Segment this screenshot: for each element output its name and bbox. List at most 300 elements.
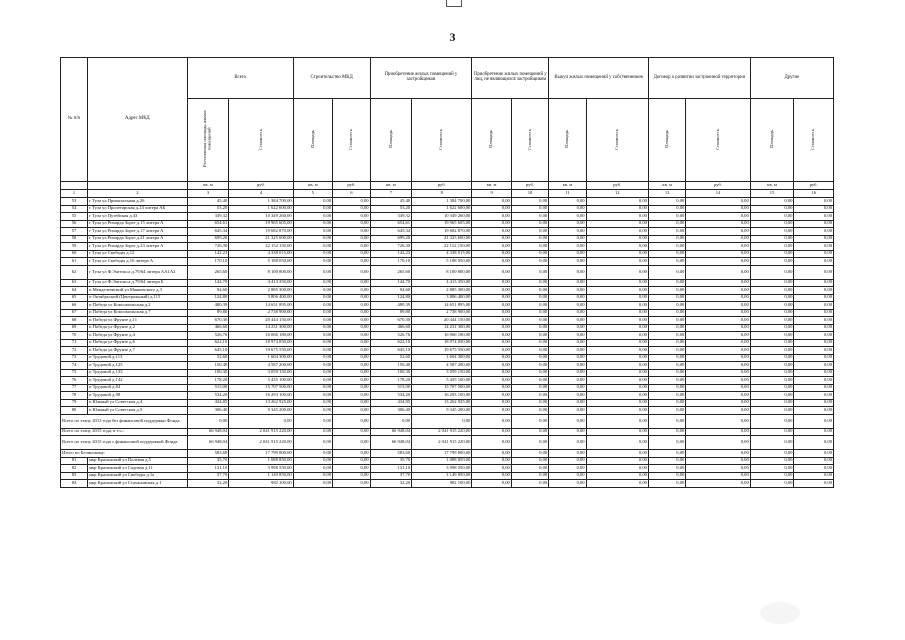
cell-zero-value: 0,00 <box>794 377 834 385</box>
cell-construction-cost: 0,00 <box>333 265 370 279</box>
units-empty-cell <box>61 182 88 190</box>
cell-zero-value: 0,00 <box>648 407 685 415</box>
cell-developer-area: 124,80 <box>370 294 412 302</box>
cell-zero-value: 0,00 <box>586 332 648 340</box>
cell-zero-value: 0,00 <box>648 243 685 251</box>
cell-construction-cost: 0,00 <box>333 472 370 480</box>
cell-zero-value: 0,00 <box>750 399 794 407</box>
cell-total-area: 53,20 <box>187 205 229 213</box>
row-address: п Октябрьский (Центральный) д.115 <box>88 294 188 302</box>
cell-zero-value: 0,00 <box>586 250 648 258</box>
cell-construction-cost: 0,00 <box>333 347 370 355</box>
cell-zero-value: 0,00 <box>472 205 511 213</box>
cell-total-area: 645,34 <box>187 228 229 236</box>
cell-construction-area: 0,00 <box>293 465 332 473</box>
cell-developer-area: 144,70 <box>370 279 412 287</box>
cell-construction-cost: 0,00 <box>333 332 370 340</box>
cell-zero-value: 0,00 <box>586 392 648 400</box>
cell-zero-value: 0,00 <box>750 457 794 465</box>
subheader-label: Стоимость <box>810 128 816 150</box>
cell-zero-value: 0,00 <box>586 465 648 473</box>
cell-construction-cost: 0,00 <box>333 294 370 302</box>
cell-construction-area: 0,00 <box>293 339 332 347</box>
subheader-cell <box>293 99 332 182</box>
table-row <box>61 480 834 488</box>
cell-developer-cost: 1 088 850,00 <box>412 457 472 465</box>
cell-zero-value: 0,00 <box>549 279 586 287</box>
cell-zero-value: 0,00 <box>472 362 511 370</box>
cell-total-area: 515,00 <box>187 384 229 392</box>
header-row-column-numbers <box>61 190 834 198</box>
row-address: г Тула ул Путейская д.43 <box>88 213 188 221</box>
cell-construction-area: 0,00 <box>293 243 332 251</box>
subheader-label: Стоимость <box>714 128 720 150</box>
cell-zero-value: 0,00 <box>549 465 586 473</box>
cell-zero-value: 0,00 <box>586 243 648 251</box>
cell-zero-value: 0,00 <box>511 399 548 407</box>
cell-construction-area: 0,00 <box>293 362 332 370</box>
cell-zero-value: 0,00 <box>750 294 794 302</box>
cell-zero-value: 0,00 <box>586 324 648 332</box>
cell-zero-value: 0,00 <box>686 457 750 465</box>
cell-zero-value: 0,00 <box>686 347 750 355</box>
cell-zero-value: 0,00 <box>648 369 685 377</box>
row-number: 71 <box>61 339 88 347</box>
cell-construction-area: 0,00 <box>293 324 332 332</box>
cell-zero-value: 0,00 <box>750 450 794 458</box>
cell-total-area: 0,00 <box>187 414 229 428</box>
table-summary-row <box>61 450 834 458</box>
cell-zero-value: 0,00 <box>686 324 750 332</box>
unit-cell: руб. <box>229 182 293 190</box>
cell-zero-value: 0,00 <box>511 414 548 428</box>
subheader-label: Стоимость <box>257 128 263 150</box>
header-group-buyout: Выкуп жилых помещений у собственников <box>549 58 649 99</box>
row-address: п Трудовой д.84 <box>88 384 188 392</box>
cell-zero-value: 0,00 <box>472 384 511 392</box>
row-number: 78 <box>61 392 88 400</box>
cell-construction-area: 0,00 <box>293 332 332 340</box>
cell-developer-cost: 17 799 800,00 <box>412 450 472 458</box>
cell-zero-value: 0,00 <box>549 428 586 436</box>
cell-zero-value: 0,00 <box>511 339 548 347</box>
cell-total-cost: 16 293 100,00 <box>229 392 293 400</box>
row-address: г Тула ул Рихарда Зорге д.15 литера А <box>88 220 188 228</box>
column-number-cell: 16 <box>794 190 834 198</box>
cell-total-area: 66 948,04 <box>187 436 229 450</box>
row-address: мкр Красинский ул Садовая д.11 <box>88 465 188 473</box>
cell-zero-value: 0,00 <box>472 457 511 465</box>
row-address: п Победа ул Фрунзе д.6 <box>88 339 188 347</box>
column-number-cell: 3 <box>187 190 229 198</box>
row-summary-label: Итого по Белинскому: <box>61 450 188 458</box>
cell-zero-value: 0,00 <box>511 465 548 473</box>
cell-zero-value: 0,00 <box>586 472 648 480</box>
cell-zero-value: 0,00 <box>511 279 548 287</box>
row-summary-label: Всего по этапу 2013 года без финансовой поддержки Фонда <box>61 414 188 428</box>
cell-developer-cost: 16 293 100,00 <box>412 392 472 400</box>
row-address: г Тула ул Ф.Энгельса д.79/64 литера АА1А2 <box>88 265 188 279</box>
subheader-cell <box>229 99 293 182</box>
cell-construction-cost: 0,00 <box>333 309 370 317</box>
cell-zero-value: 0,00 <box>794 324 834 332</box>
cell-zero-value: 0,00 <box>794 243 834 251</box>
cell-total-cost: 3 998 550,00 <box>229 465 293 473</box>
cell-construction-cost: 0,00 <box>333 436 370 450</box>
cell-construction-cost: 0,00 <box>333 457 370 465</box>
cell-zero-value: 0,00 <box>549 384 586 392</box>
cell-total-cost: 19 682 870,00 <box>229 228 293 236</box>
row-address: мкр Красинский ул Свободы д.1а <box>88 472 188 480</box>
cell-zero-value: 0,00 <box>586 347 648 355</box>
unit-cell: кв. м <box>648 182 685 190</box>
cell-zero-value: 0,00 <box>648 450 685 458</box>
header-group-purchase-developers: Приобретение жилых помещений у застройщиков <box>370 58 472 99</box>
cell-zero-value: 0,00 <box>511 347 548 355</box>
cell-construction-area: 0,00 <box>293 399 332 407</box>
cell-construction-area: 0,00 <box>293 198 332 206</box>
cell-zero-value: 0,00 <box>586 407 648 415</box>
subheader-cell <box>412 99 472 182</box>
cell-zero-value: 0,00 <box>549 250 586 258</box>
column-number-cell: 13 <box>648 190 685 198</box>
cell-construction-cost: 0,00 <box>333 317 370 325</box>
column-number-cell: 15 <box>750 190 794 198</box>
cell-developer-area: 480,39 <box>370 302 412 310</box>
header-row-units <box>61 182 834 190</box>
cell-zero-value: 0,00 <box>472 250 511 258</box>
row-number: 68 <box>61 317 88 325</box>
table-row <box>61 465 834 473</box>
cell-zero-value: 0,00 <box>472 436 511 450</box>
cell-construction-area: 0,00 <box>293 279 332 287</box>
cell-developer-area: 726,30 <box>370 243 412 251</box>
cell-zero-value: 0,00 <box>511 265 548 279</box>
table-summary-row <box>61 414 834 428</box>
cell-total-area: 89,80 <box>187 309 229 317</box>
subheader-cell <box>370 99 412 182</box>
cell-zero-value: 0,00 <box>586 309 648 317</box>
cell-zero-value: 0,00 <box>750 472 794 480</box>
cell-developer-cost: 8 100 800,00 <box>412 265 472 279</box>
cell-developer-area: 178,20 <box>370 377 412 385</box>
cell-zero-value: 0,00 <box>472 465 511 473</box>
cell-total-area: 526,76 <box>187 332 229 340</box>
page-number: 3 <box>449 30 456 44</box>
cell-zero-value: 0,00 <box>549 407 586 415</box>
subheader-label: Стоимость <box>613 128 619 150</box>
cell-zero-value: 0,00 <box>794 339 834 347</box>
subheader-cell <box>333 99 370 182</box>
subheader-cell <box>794 99 834 182</box>
column-number-cell: 11 <box>549 190 586 198</box>
cell-total-area: 170,10 <box>187 258 229 266</box>
cell-total-area: 726,30 <box>187 243 229 251</box>
cell-zero-value: 0,00 <box>794 407 834 415</box>
cell-total-cost: 982 100,00 <box>229 480 293 488</box>
row-number: 82 <box>61 465 88 473</box>
cell-developer-area: 89,80 <box>370 309 412 317</box>
row-address: мкр Красинский ул Стахановская д.1 <box>88 480 188 488</box>
cell-zero-value: 0,00 <box>586 287 648 295</box>
cell-zero-value: 0,00 <box>586 457 648 465</box>
table-body <box>61 58 834 488</box>
cell-construction-cost: 0,00 <box>333 287 370 295</box>
table-row <box>61 265 834 279</box>
cell-zero-value: 0,00 <box>511 362 548 370</box>
cell-zero-value: 0,00 <box>686 339 750 347</box>
cell-total-area: 670,30 <box>187 317 229 325</box>
row-address: п Победа ул Фрунзе д.4 <box>88 332 188 340</box>
cell-zero-value: 0,00 <box>472 339 511 347</box>
cell-zero-value: 0,00 <box>794 332 834 340</box>
cell-construction-area: 0,00 <box>293 377 332 385</box>
cell-zero-value: 0,00 <box>472 392 511 400</box>
cell-developer-area: 52,60 <box>370 354 412 362</box>
cell-construction-cost: 0,00 <box>333 369 370 377</box>
row-address: п Менделеевский ул Маяковского д.3 <box>88 287 188 295</box>
cell-zero-value: 0,00 <box>750 347 794 355</box>
cell-zero-value: 0,00 <box>549 213 586 221</box>
cell-zero-value: 0,00 <box>472 399 511 407</box>
cell-zero-value: 0,00 <box>648 309 685 317</box>
row-address: п Победа ул Комсомольская д.7 <box>88 309 188 317</box>
cell-developer-cost: 3 998 550,00 <box>412 465 472 473</box>
cell-zero-value: 0,00 <box>472 213 511 221</box>
row-summary-label: Всего по этапу 2015 года, в т.ч.: <box>61 428 188 436</box>
column-number-cell: 2 <box>88 190 188 198</box>
cell-developer-area: 699,20 <box>370 235 412 243</box>
cell-developer-cost: 4 413 350,00 <box>412 279 472 287</box>
unit-cell: руб. <box>586 182 648 190</box>
cell-developer-area: 131,10 <box>370 465 412 473</box>
cell-zero-value: 0,00 <box>586 294 648 302</box>
cell-construction-cost: 0,00 <box>333 450 370 458</box>
row-number: 63 <box>61 279 88 287</box>
cell-zero-value: 0,00 <box>794 362 834 370</box>
subheader-label: Площадь <box>488 130 494 149</box>
cell-zero-value: 0,00 <box>549 235 586 243</box>
cell-construction-cost: 0,00 <box>333 392 370 400</box>
cell-construction-area: 0,00 <box>293 428 332 436</box>
cell-developer-area: 434,85 <box>370 399 412 407</box>
cell-zero-value: 0,00 <box>686 436 750 450</box>
cell-total-cost: 22 152 150,00 <box>229 243 293 251</box>
cell-total-cost: 1 384 700,00 <box>229 198 293 206</box>
cell-total-area: 131,10 <box>187 465 229 473</box>
cell-total-cost: 2 885 300,00 <box>229 287 293 295</box>
cell-zero-value: 0,00 <box>472 198 511 206</box>
column-number-cell: 7 <box>370 190 412 198</box>
cell-zero-value: 0,00 <box>549 332 586 340</box>
row-number: 73 <box>61 354 88 362</box>
cell-total-cost: 1 604 300,00 <box>229 354 293 362</box>
cell-zero-value: 0,00 <box>549 294 586 302</box>
subheader-cell <box>549 99 586 182</box>
cell-developer-cost: 1 622 600,00 <box>412 205 472 213</box>
cell-zero-value: 0,00 <box>549 472 586 480</box>
cell-zero-value: 0,00 <box>511 302 548 310</box>
header-address: Адрес МКД <box>88 58 188 182</box>
cell-developer-cost: 20 444 150,00 <box>412 317 472 325</box>
cell-total-cost: 3 806 400,00 <box>229 294 293 302</box>
cell-zero-value: 0,00 <box>750 332 794 340</box>
cell-zero-value: 0,00 <box>686 235 750 243</box>
table-row <box>61 339 834 347</box>
cell-zero-value: 0,00 <box>794 205 834 213</box>
cell-zero-value: 0,00 <box>794 392 834 400</box>
cell-zero-value: 0,00 <box>549 347 586 355</box>
cell-total-area: 124,80 <box>187 294 229 302</box>
row-address: п Победа ул Комсомольская д.2 <box>88 302 188 310</box>
table-row <box>61 472 834 480</box>
cell-zero-value: 0,00 <box>794 457 834 465</box>
cell-developer-cost: 3 059 150,00 <box>412 369 472 377</box>
table-row <box>61 198 834 206</box>
cell-zero-value: 0,00 <box>586 265 648 279</box>
cell-zero-value: 0,00 <box>794 399 834 407</box>
cell-construction-area: 0,00 <box>293 384 332 392</box>
cell-zero-value: 0,00 <box>549 302 586 310</box>
cell-zero-value: 0,00 <box>511 287 548 295</box>
cell-zero-value: 0,00 <box>794 472 834 480</box>
cell-total-cost: 15 707 500,00 <box>229 384 293 392</box>
cell-developer-cost: 15 707 500,00 <box>412 384 472 392</box>
cell-zero-value: 0,00 <box>511 436 548 450</box>
cell-zero-value: 0,00 <box>686 369 750 377</box>
cell-zero-value: 0,00 <box>794 480 834 488</box>
cell-zero-value: 0,00 <box>586 480 648 488</box>
cell-total-area: 94,60 <box>187 287 229 295</box>
cell-construction-area: 0,00 <box>293 347 332 355</box>
cell-zero-value: 0,00 <box>549 317 586 325</box>
cell-zero-value: 0,00 <box>686 205 750 213</box>
cell-total-cost: 14 231 300,00 <box>229 324 293 332</box>
cell-zero-value: 0,00 <box>511 258 548 266</box>
row-number: 83 <box>61 472 88 480</box>
cell-zero-value: 0,00 <box>511 324 548 332</box>
cell-zero-value: 0,00 <box>472 294 511 302</box>
cell-zero-value: 0,00 <box>750 243 794 251</box>
cell-zero-value: 0,00 <box>511 309 548 317</box>
cell-developer-cost: 982 100,00 <box>412 480 472 488</box>
cell-total-cost: 17 799 800,00 <box>229 450 293 458</box>
cell-developer-cost: 4 338 015,00 <box>412 250 472 258</box>
cell-zero-value: 0,00 <box>648 213 685 221</box>
cell-zero-value: 0,00 <box>511 294 548 302</box>
cell-total-cost: 2 041 915 220,00 <box>229 428 293 436</box>
cell-zero-value: 0,00 <box>686 472 750 480</box>
cell-developer-cost: 2 041 915 220,00 <box>412 436 472 450</box>
cell-developer-area: 466,60 <box>370 324 412 332</box>
cell-zero-value: 0,00 <box>549 258 586 266</box>
cell-zero-value: 0,00 <box>686 220 750 228</box>
cell-developer-area: 534,20 <box>370 392 412 400</box>
row-address: г Тула ул Рихарда Зорге д.17 литера А <box>88 228 188 236</box>
cell-zero-value: 0,00 <box>750 302 794 310</box>
row-number: 84 <box>61 480 88 488</box>
table-row <box>61 399 834 407</box>
cell-developer-area: 100,30 <box>370 369 412 377</box>
cell-construction-cost: 0,00 <box>333 480 370 488</box>
subheader-label: Площадь <box>564 130 570 149</box>
subheader-label: Расселяемая площадь жилых помещений <box>202 110 212 168</box>
cell-zero-value: 0,00 <box>750 250 794 258</box>
cell-developer-area: 94,60 <box>370 287 412 295</box>
cell-construction-cost: 0,00 <box>333 279 370 287</box>
cell-total-cost: 4 587 200,00 <box>229 362 293 370</box>
cell-zero-value: 0,00 <box>794 309 834 317</box>
cell-construction-area: 0,00 <box>293 354 332 362</box>
subheader-label: Площадь <box>663 130 669 149</box>
cell-zero-value: 0,00 <box>586 339 648 347</box>
cell-zero-value: 0,00 <box>586 198 648 206</box>
cell-zero-value: 0,00 <box>750 205 794 213</box>
cell-zero-value: 0,00 <box>686 362 750 370</box>
cell-zero-value: 0,00 <box>750 198 794 206</box>
cell-zero-value: 0,00 <box>549 324 586 332</box>
table-row <box>61 384 834 392</box>
cell-total-cost: 0,00 <box>229 414 293 428</box>
cell-developer-cost: 19 965 605,00 <box>412 220 472 228</box>
cell-zero-value: 0,00 <box>794 287 834 295</box>
cell-zero-value: 0,00 <box>686 302 750 310</box>
cell-zero-value: 0,00 <box>472 472 511 480</box>
cell-zero-value: 0,00 <box>794 369 834 377</box>
cell-zero-value: 0,00 <box>750 339 794 347</box>
subheader-label: Площадь <box>309 130 315 149</box>
unit-cell: кв. м <box>293 182 332 190</box>
cell-construction-cost: 0,00 <box>333 220 370 228</box>
table-row <box>61 243 834 251</box>
cell-zero-value: 0,00 <box>686 428 750 436</box>
cell-zero-value: 0,00 <box>549 362 586 370</box>
cell-developer-area: 142,23 <box>370 250 412 258</box>
cell-total-cost: 4 413 350,00 <box>229 279 293 287</box>
subheader-cell <box>750 99 794 182</box>
cell-zero-value: 0,00 <box>472 480 511 488</box>
cell-zero-value: 0,00 <box>586 317 648 325</box>
cell-zero-value: 0,00 <box>472 428 511 436</box>
table-row <box>61 324 834 332</box>
cell-developer-area: 66 948,04 <box>370 428 412 436</box>
table-row <box>61 347 834 355</box>
cell-construction-area: 0,00 <box>293 457 332 465</box>
table-row <box>61 362 834 370</box>
cell-zero-value: 0,00 <box>472 414 511 428</box>
cell-total-area: 480,39 <box>187 302 229 310</box>
cell-total-area: 37,70 <box>187 472 229 480</box>
subheader-cell <box>686 99 750 182</box>
cell-zero-value: 0,00 <box>750 258 794 266</box>
cell-developer-area: 645,34 <box>370 228 412 236</box>
row-number: 53 <box>61 198 88 206</box>
cell-developer-area: 670,30 <box>370 317 412 325</box>
cell-zero-value: 0,00 <box>648 228 685 236</box>
cell-zero-value: 0,00 <box>472 228 511 236</box>
cell-construction-area: 0,00 <box>293 317 332 325</box>
scan-top-mark <box>446 0 462 7</box>
cell-zero-value: 0,00 <box>750 480 794 488</box>
cell-construction-cost: 0,00 <box>333 414 370 428</box>
cell-zero-value: 0,00 <box>794 414 834 428</box>
cell-zero-value: 0,00 <box>648 428 685 436</box>
cell-construction-cost: 0,00 <box>333 235 370 243</box>
cell-zero-value: 0,00 <box>648 362 685 370</box>
table-row <box>61 250 834 258</box>
cell-construction-area: 0,00 <box>293 407 332 415</box>
cell-zero-value: 0,00 <box>794 465 834 473</box>
